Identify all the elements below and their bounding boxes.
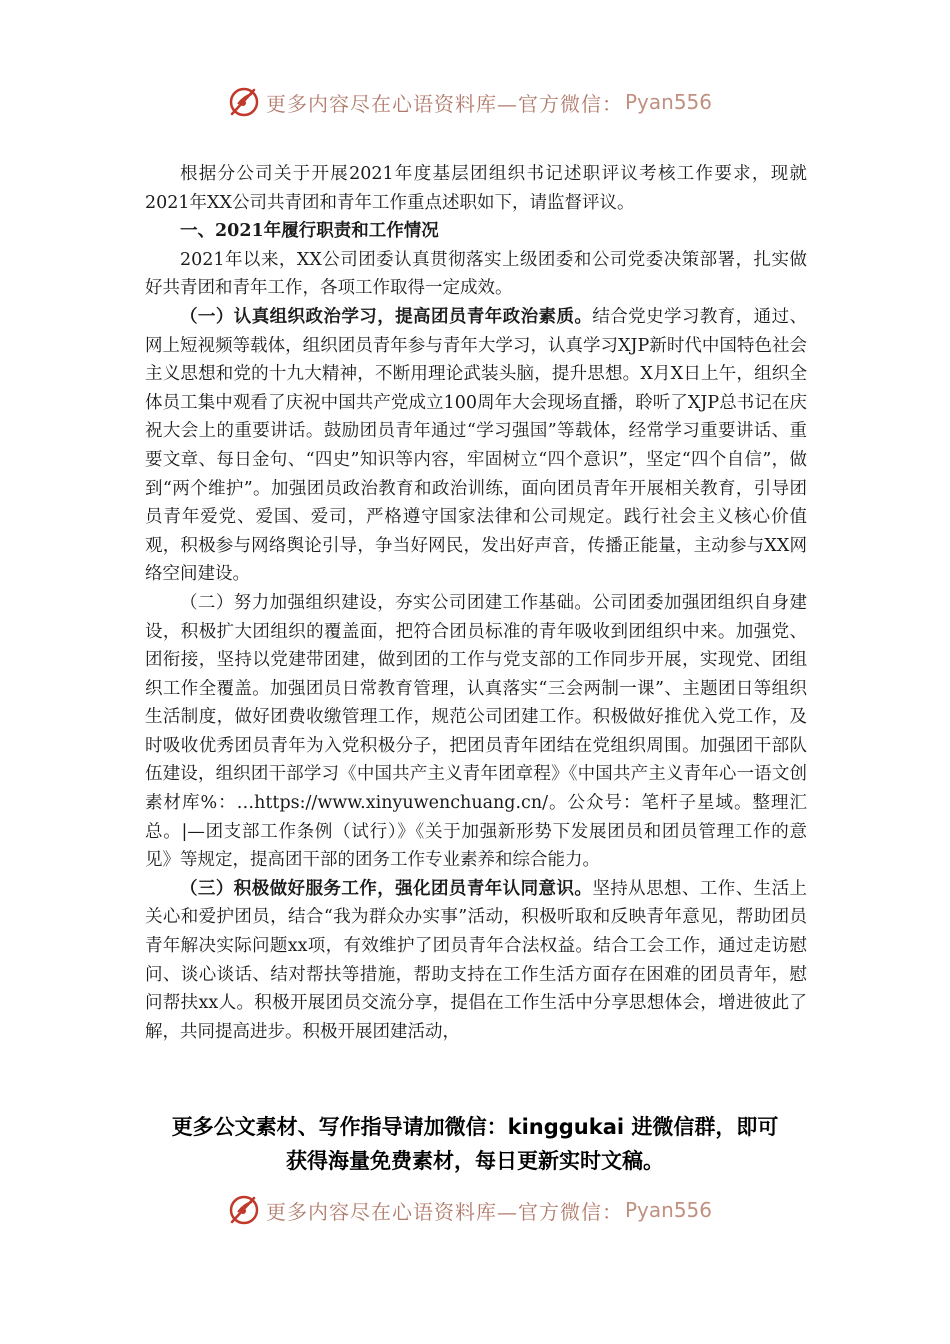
brush-logo-icon [226,84,262,120]
watermark-banner-top [226,84,712,120]
watermark-banner-bottom [226,1192,712,1228]
brush-logo-icon [226,1192,262,1228]
section-intro-paragraph: 2021年以来，XX公司团委认真贯彻落实上级团委和公司党委决策部署，扎实做好共青团和青年工作，各项工作取得一定成效。 [145,249,807,299]
item2-paragraph: （二）努力加强组织建设，夯实公司团建工作基础。公司团委加强团组织自身建设，积极扩大团组织的覆盖面，把符合团员标准的青年吸收到团组织中来。加强党、团衔接，坚持以党建带团建，做到团的工作与党支部的工作同步开展，实现党、团组织工作全覆盖。加强团员日常教育管理，认真落实“三会两制一课”、主题团日等组织生活制度，做好团费收缴管理工作，规范公司团建工作。积极做好推优入党工作，及时吸收优秀团员青年为入党积极分子，把团员青年团结在党组织周围。加强团干部队伍建设，组织团干部学习《中国共产主义青年团章程》《中国共产主义青年心一语文创素材库%：…https://www.xinyuwenchuang.cn/。公众号：笔杆子星域。整理汇总。|—团支部工作条例（试行）》《关于加强新形势下发展团员和团员管理工作的意见》等规定，提高团干部的团务工作专业素养和综合能力。 [145,592,807,871]
watermark-text: 更多内容尽在心语资料库—官方微信： [266,1199,623,1224]
promo-line-2: 获得海量免费素材，每日更新实时文稿。 [286,1149,664,1173]
item3-title: （三）积极做好服务工作，强化团员青年认同意识。 [180,878,593,899]
watermark-text: 更多内容尽在心语资料库—官方微信： [266,91,623,116]
item1-title: （一）认真组织政治学习，提高团员青年政治素质。 [180,306,593,327]
section-heading: 一、2021年履行职责和工作情况 [180,221,439,242]
item3-body: 坚持从思想、工作、生活上关心和爱护团员，结合“我为群众办实事”活动，积极听取和反映青年意见，帮助团员青年解决实际问题xx项，有效维护了团员青年合法权益。结合工会工作，通过走访慰问、谈心谈话、结对帮扶等措施，帮助支持在工作生活方面存在困难的团员青年，慰问帮扶xx人。积极开展团员交流分享，提倡在工作生活中分享思想体会，增进彼此了解，共同提高进步。积极开展团建活动， [145,878,808,1042]
item1-body: 结合党史学习教育，通过、网上短视频等载体，组织团员青年参与青年大学习，认真学习XJP新时代中国特色社会主义思想和党的十九大精神，不断用理论武装头脑，提升思想。X月X日上午，组织全体员工集中观看了庆祝中国共产党成立100周年大会现场直播，聆听了XJP总书记在庆祝大会上的重要讲话。鼓励团员青年通过“学习强国”等载体，经常学习重要讲话、重要文章、每日金句、“四史”知识等内容，牢固树立“四个意识”，坚定“四个自信”，做到“两个维护”。加强团员政治教育和政治训练，面向团员青年开展相关教育，引导团员青年爱党、爱国、爱司，严格遵守国家法律和公司规定。践行社会主义核心价值观，积极参与网络舆论引导，争当好网民，发出好声音，传播正能量，主动参与XX网络空间建设。 [145,306,808,585]
item1-paragraph [145,303,807,589]
watermark-wechat-id: Pyan556 [625,90,713,114]
intro-paragraph: 根据分公司关于开展2021年度基层团组织书记述职评议考核工作要求，现就2021年XX公司共青团和青年工作重点述职如下，请监督评议。 [145,164,807,213]
item3-paragraph [145,875,807,1047]
promo-notice [0,1110,950,1178]
document-body [145,160,807,1046]
promo-line-1: 更多公文素材、写作指导请加微信：kinggukai 进微信群，即可 [171,1115,779,1139]
watermark-wechat-id: Pyan556 [625,1198,713,1222]
